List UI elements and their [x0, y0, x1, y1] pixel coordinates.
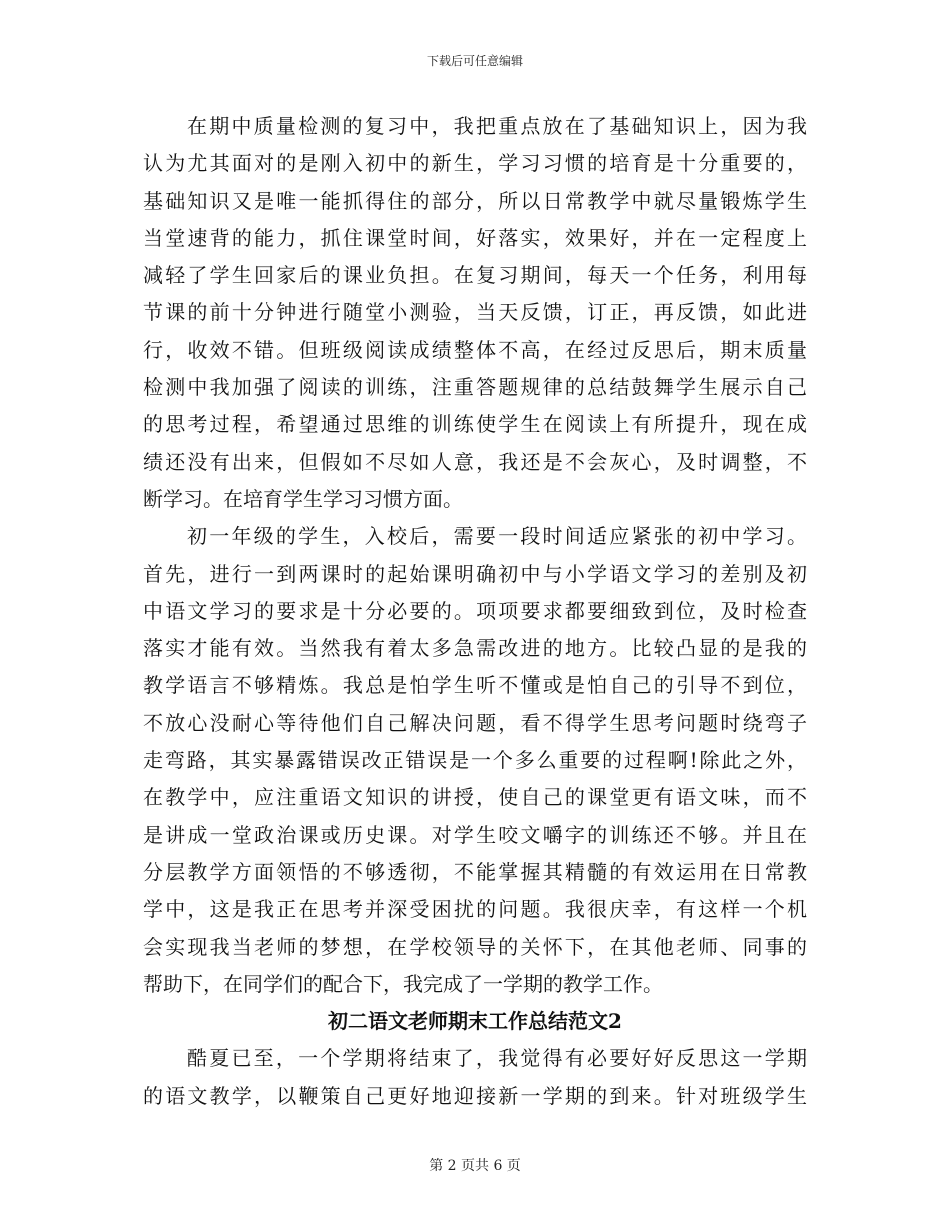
paragraph-2-line: 中语文学习的要求是十分必要的。项项要求都要细致到位，及时检查 — [143, 598, 807, 623]
paragraph-1-line: 行，收效不错。但班级阅读成绩整体不高，在经过反思后，期末质量 — [143, 337, 807, 362]
paragraph-1-line: 基础知识又是唯一能抓得住的部分，所以日常教学中就尽量锻炼学生 — [143, 188, 807, 213]
page-number: 第 2 页共 6 页 — [429, 1158, 521, 1174]
page-header: 下载后可任意编辑 — [426, 54, 523, 68]
paragraph-2-line: 落实才能有效。当然我有着太多急需改进的地方。比较凸显的是我的 — [143, 636, 807, 661]
paragraph-1-line: 当堂速背的能力，抓住课堂时间，好落实，效果好，并在一定程度上 — [143, 225, 807, 250]
paragraph-1-line: 绩还没有出来，但假如不尽如人意，我还是不会灰心，及时调整，不 — [143, 449, 807, 474]
paragraph-1-line: 的思考过程，希望通过思维的训练使学生在阅读上有所提升，现在成 — [143, 412, 807, 437]
paragraph-2-line: 是讲成一堂政治课或历史课。对学生咬文嚼字的训练还不够。并且在 — [143, 822, 807, 847]
paragraph-2-line: 分层教学方面领悟的不够透彻，不能掌握其精髓的有效运用在日常教 — [143, 859, 807, 884]
paragraph-3-line: 酷夏已至，一个学期将结束了，我觉得有必要好好反思这一学期 — [187, 1046, 807, 1071]
document-body — [143, 108, 807, 1115]
paragraph-2-line: 在教学中，应注重语文知识的讲授，使自己的课堂更有语文味，而不 — [143, 785, 807, 810]
paragraph-1-line: 减轻了学生回家后的课业负担。在复习期间，每天一个任务，利用每 — [143, 263, 807, 288]
paragraph-3-line: 的语文教学，以鞭策自己更好地迎接新一学期的到来。针对班级学生 — [143, 1083, 807, 1108]
paragraph-1-line: 在期中质量检测的复习中，我把重点放在了基础知识上，因为我 — [187, 114, 807, 138]
paragraph-2-line: 会实现我当老师的梦想，在学校领导的关怀下，在其他老师、同事的 — [143, 934, 807, 959]
section-heading: 初二语文老师期末工作总结范文2 — [328, 1009, 622, 1034]
paragraph-1-line: 节课的前十分钟进行随堂小测验，当天反馈，订正，再反馈，如此进 — [143, 300, 807, 325]
paragraph-2-line: 帮助下，在同学们的配合下，我完成了一学期的教学工作。 — [143, 971, 663, 996]
paragraph-2-line: 学中，这是我正在思考并深受困扰的问题。我很庆幸，有这样一个机 — [143, 897, 807, 922]
paragraph-2-line: 走弯路，其实暴露错误改正错误是一个多么重要的过程啊!除此之外， — [143, 748, 807, 773]
paragraph-1-line: 检测中我加强了阅读的训练，注重答题规律的总结鼓舞学生展示自己 — [143, 375, 807, 400]
paragraph-2-line: 初一年级的学生，入校后，需要一段时间适应紧张的初中学习。 — [187, 524, 807, 549]
paragraph-1-line: 认为尤其面对的是刚入初中的新生，学习习惯的培育是十分重要的， — [143, 151, 807, 176]
paragraph-2-line: 首先，进行一到两课时的起始课明确初中与小学语文学习的差别及初 — [143, 561, 807, 586]
paragraph-2-line: 不放心没耐心等待他们自己解决问题，看不得学生思考问题时绕弯子 — [143, 710, 807, 735]
paragraph-2-line: 教学语言不够精炼。我总是怕学生听不懂或是怕自己的引导不到位， — [143, 673, 807, 698]
paragraph-1-line: 断学习。在培育学生学习习惯方面。 — [143, 486, 463, 511]
